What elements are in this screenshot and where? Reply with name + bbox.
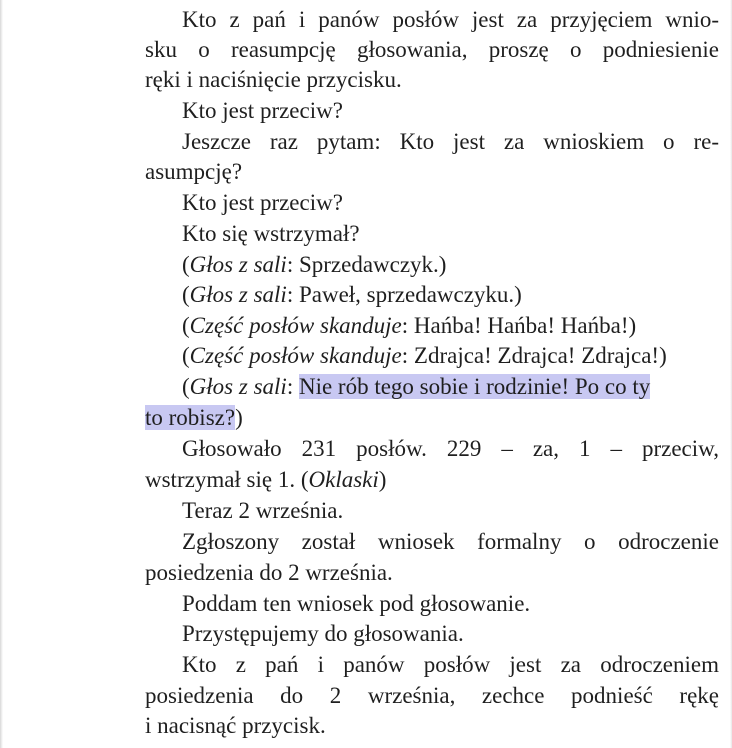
text-line-content: i nacisnąć przycisk.: [145, 713, 326, 738]
text-line: [145, 434, 719, 464]
stage-direction-applause: Oklaski: [308, 467, 379, 492]
text-line-content: Przystępujemy do głosowania.: [182, 621, 464, 646]
text-line: [145, 157, 719, 187]
text-line: wstrzymał się 1. (Oklaski): [145, 467, 387, 492]
text-line-content: Kto jest przeciw?: [182, 98, 343, 123]
text-line-content: Kto z pań i panów posłów jest za przyjęciem wnio-: [182, 7, 719, 32]
text-line: [145, 619, 719, 649]
text-line: [145, 681, 719, 711]
stage-direction-line: (Głos z sali: Nie rób tego sobie i rodzinie! Po co ty: [182, 374, 651, 399]
document-page: [145, 0, 719, 748]
highlighted-text-selection[interactable]: to robisz?: [145, 405, 236, 430]
text-line-content: sku o reasumpcję głosowania, proszę o podniesienie: [145, 37, 719, 62]
text-line: [145, 96, 719, 126]
text-line: [145, 35, 719, 65]
text-line: [145, 5, 719, 35]
page-edge-shadow: [0, 0, 3, 748]
text-line-content: Głosowało 231 posłów. 229 – za, 1 – przeciw,: [182, 436, 719, 461]
text-line: [145, 711, 719, 741]
text-line-content: posiedzenia do 2 września.: [145, 560, 393, 585]
stage-direction-speaker: Część posłów skanduje: [189, 313, 402, 338]
stage-direction-speaker: Część posłów skanduje: [189, 343, 402, 368]
stage-direction-line: (Część posłów skanduje: Zdrajca! Zdrajca! Zdrajca!): [182, 343, 667, 368]
text-line: [145, 558, 719, 588]
text-line-content: Kto jest przeciw?: [182, 190, 343, 215]
text-line: [145, 219, 719, 249]
stage-direction-speaker: Głos z sali: [189, 282, 287, 307]
text-line-content: Poddam ten wniosek pod głosowanie.: [182, 591, 531, 616]
text-line-content: Jeszcze raz pytam: Kto jest za wnioskiem o re-: [182, 129, 719, 154]
text-line: [145, 496, 719, 526]
stage-direction-speaker: Głos z sali: [189, 374, 287, 399]
highlighted-text-selection[interactable]: Nie rób tego sobie i rodzinie! Po co ty: [298, 374, 651, 399]
text-line-content: ręki i naciśnięcie przycisku.: [145, 67, 402, 92]
text-line-content: Teraz 2 września.: [182, 498, 344, 523]
text-line-content: Kto z pań i panów posłów jest za odroczeniem: [182, 652, 719, 677]
stage-direction-line: to robisz?): [145, 405, 243, 430]
text-line-content: asumpcję?: [145, 159, 243, 184]
text-line: [145, 589, 719, 619]
text-line: [145, 650, 719, 680]
stage-direction-speaker: Głos z sali: [189, 252, 287, 277]
text-line: [145, 188, 719, 218]
text-line-content: posiedzenia do 2 września, zechce podnieść rękę: [145, 683, 719, 708]
stage-direction-line: (Głos z sali: Sprzedawczyk.): [182, 252, 447, 277]
text-line: [145, 65, 719, 95]
stage-direction-line: (Głos z sali: Paweł, sprzedawczyku.): [182, 282, 522, 307]
stage-direction-line: (Część posłów skanduje: Hańba! Hańba! Hańba!): [182, 313, 637, 338]
text-line-content: Zgłoszony został wniosek formalny o odroczenie: [182, 529, 719, 554]
text-line-content: Kto się wstrzymał?: [182, 221, 360, 246]
text-line: [145, 127, 719, 157]
text-line: [145, 527, 719, 557]
